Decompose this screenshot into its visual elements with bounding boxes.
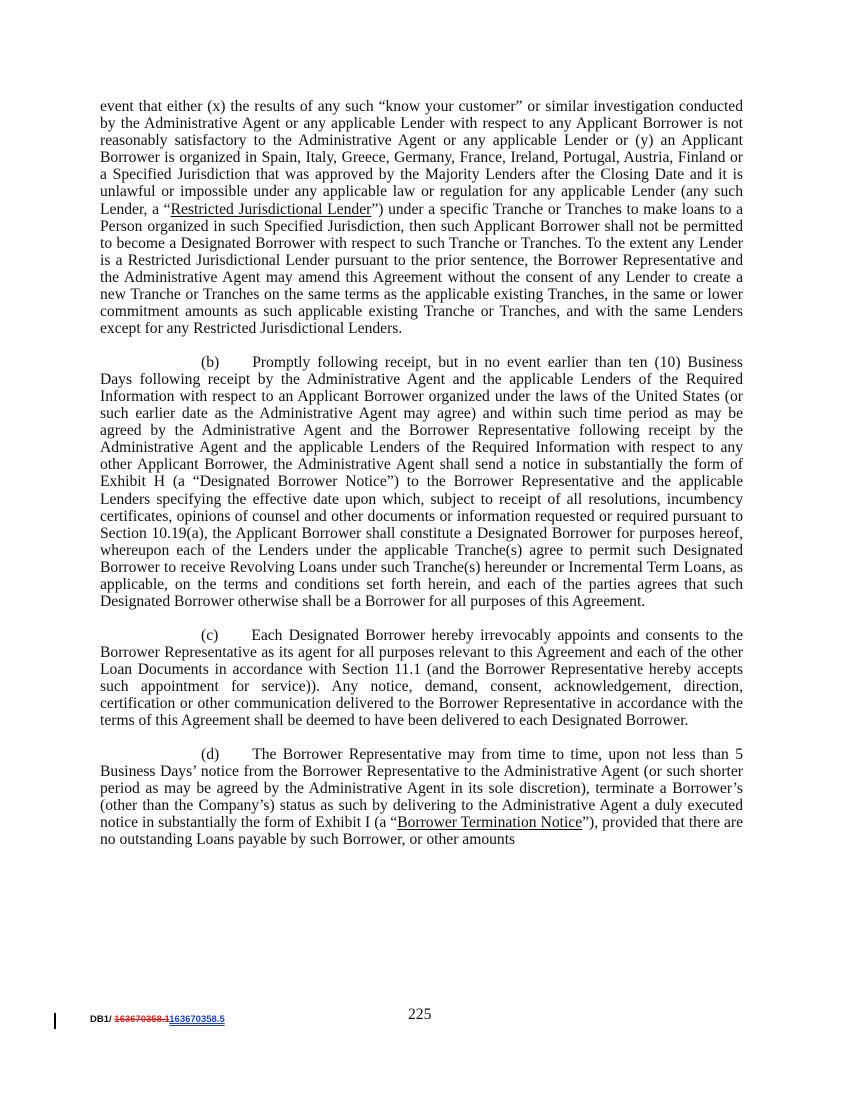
revision-bar [54, 1013, 56, 1029]
paragraph-c-text: Each Designated Borrower hereby irrevocably appoints and consents to the Borrower Representative as its agent for all purposes relevant to this Agreement and each of the other Loan Documents in accordance with Section 11.1 (and the Borrower Representative hereby accepts such appointment for service)). Any notice, demand, consent, acknowledgement, direction, certification or other communication delivered to the Borrower Representative in accordance with the terms of this Agreement shall be deemed to have been delivered to each Designated Borrower. [100, 626, 743, 730]
deleted-document-id: 163670358.1 [114, 1014, 170, 1025]
paragraph-d-text: The Borrower Representative may from time to time, upon not less than 5 Business Days’ notice from the Borrower Representative to the Administrative Agent (or such shorter period as may be agreed by the Administrative Agent in its sole discretion), terminate a Borrower’s (other than the Company’s) status as such by delivering to the Administrative Agent a duly executed notice in substantially the form of Exhibit I (a “ [100, 745, 743, 832]
paragraph-b [100, 354, 743, 610]
document-id [90, 1014, 225, 1025]
paragraph-c [100, 627, 743, 730]
paragraph-label-b: (b) [201, 353, 220, 371]
defined-term-restricted-jurisdictional-lender: Restricted Jurisdictional Lender [170, 200, 372, 218]
paragraph-text: event that either (x) the results of any such “know your customer” or similar investigation conducted by the Administrative Agent or any applicable Lender with respect to any Applicant Borrower is not reasonably satisfactory to the Administrative Agent or any applicable Lender or (y) an Applicant Borrower is organized in Spain, Italy, Greece, Germany, France, Ireland, Portugal, Austria, Finland or a Specified Jurisdiction that was approved by the Majority Lenders after the Closing Date and it is unlawful or impossible under any applicable law or regulation for any applicable Lender (any such Lender, a “ [100, 98, 743, 218]
inserted-document-id: 163670358.5 [169, 1014, 225, 1025]
paragraph-text: ”) under a specific Tranche or Tranches to make loans to a Person organized in such Specified Jurisdiction, then such Applicant Borrower shall not be permitted to become a Designated Borrower with respect to such Tranche or Tranches. To the extent any Lender is a Restricted Jurisdictional Lender pursuant to the prior sentence, the Borrower Representative and the Administrative Agent may amend this Agreement without the consent of any Lender to create a new Tranche or Tranches on the same terms as the applicable existing Tranches, in the same or lower commitment amounts as such applicable existing Tranche or Tranches, and with the same Lenders except for any Restricted Jurisdictional Lenders. [100, 200, 743, 338]
page-number: 225 [408, 1006, 432, 1023]
document-body [100, 98, 743, 865]
paragraph-label-d: (d) [201, 745, 220, 763]
paragraph-d-text-tail: ”), provided that there are no outstanding Loans payable by such Borrower, or other amounts [100, 814, 744, 849]
document-id-prefix: DB1/ [90, 1014, 115, 1025]
defined-term-borrower-termination-notice: Borrower Termination Notice [397, 814, 583, 832]
paragraph-label-c: (c) [201, 626, 219, 644]
paragraph-b-text: Promptly following receipt, but in no event earlier than ten (10) Business Days following receipt by the Administrative Agent and the applicable Lenders of the Required Information with respect to an Applicant Borrower organized under the laws of the United States (or such earlier date as the Administrative Agent may agree) and within such time period as may be agreed by the Administrative Agent and the Borrower Representative following receipt by the Administrative Agent and the applicable Lenders of the Required Information with respect to any other Applicant Borrower, the Administrative Agent shall send a notice in substantially the form of Exhibit H (a “Designated Borrower Notice”) to the Borrower Representative and the applicable Lenders specifying the effective date upon which, subject to receipt of all resolutions, incumbency certificates, opinions of counsel and other documents or information requested or required pursuant to Section 10.19(a), the Applicant Borrower shall constitute a Designated Borrower for purposes hereof, whereupon each of the Lenders under the applicable Tranche(s) agree to permit such Designated Borrower to receive Revolving Loans under such Tranche(s) hereunder or Incremental Term Loans, as applicable, on the terms and conditions set forth herein, and each of the parties agrees that such Designated Borrower otherwise shall be a Borrower for all purposes of this Agreement. [100, 353, 743, 611]
paragraph-a-continuation [100, 98, 743, 337]
paragraph-d [100, 746, 743, 849]
